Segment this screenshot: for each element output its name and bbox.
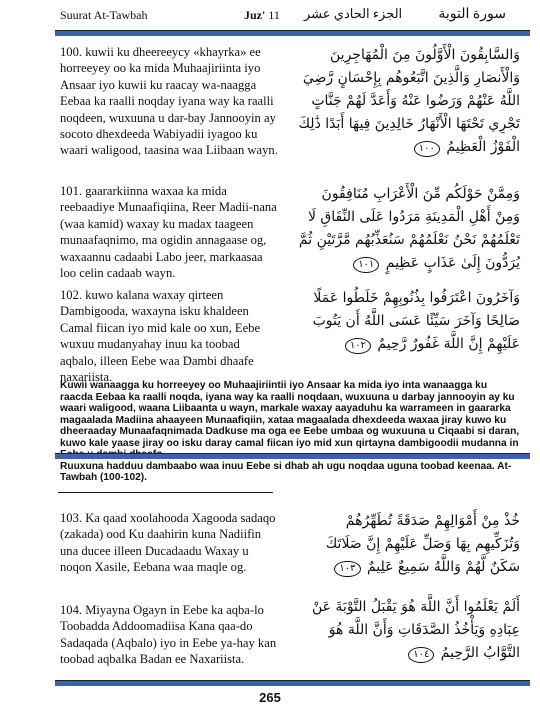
ayah-104-marker: ١٠٤ — [408, 647, 434, 663]
verse-102-arabic-text: وَآخَرُونَ اعْتَرَفُوا بِذُنُوبِهِمْ خَلَطُوا عَمَلًا صَالِحًا وَآخَرَ سَيِّئًا عَسَى اللَّهُ أَن يَتُوبَ عَلَيْهِمْ إِنَّ اللَّهَ غَفُورٌ رَّحِيمٌ — [312, 290, 520, 352]
surah-name-latin: Suurat At-Tawbah — [60, 8, 148, 22]
commentary-paragraph-1: Kuwii wanaagga ku horreeyey oo Muhaajiriintii iyo Ansaar ka mida iyo inta wanaagga ku raacda Eebaa ka raalli noqda, iyana way ka raalli noqdaan, wuxuuna u darbay jannooyin ay ku waari waligood, waana Liibaanta u wayn, markale waxay aayaduhu ka warrameen in gaararka magaalada Madiina ahaayeen Munaafiqiin, xataa magaalada dhexdeeda waxaa jiray kuwo ku dheeraaday Munaafaqnimada Dadkuse ma oga ee Eebe umbaa og wuxuuna u Ciqaabi si daran, kuwo kale yaase jiray oo isku daray camal fiican iyo mid xun qirtayna dambigoodii mudanna in — [60, 380, 520, 449]
juz-indicator — [244, 8, 280, 23]
ayah-101-marker: ١٠١ — [353, 257, 379, 273]
verse-101-arabic — [298, 183, 520, 275]
verse-103-arabic-text: خُذْ مِنْ أَمْوَالِهِمْ صَدَقَةً تُطَهِّرُهُمْ وَتُزَكِّيهِم بِهَا وَصَلِّ عَلَيْهِمْ إِنَّ صَلَاتَكَ سَكَنٌ لَّهُمْ وَاللَّهُ سَمِيعٌ عَلِيمٌ — [325, 513, 520, 575]
ayah-100-marker: ١٠٠ — [414, 141, 440, 157]
verse-104-arabic — [298, 596, 520, 665]
verse-103-arabic — [298, 510, 520, 579]
verse-101-arabic-text: وَمِمَّنْ حَوْلَكُم مِّنَ الْأَعْرَابِ مُنَافِقُونَ وَمِنْ أَهْلِ الْمَدِينَةِ مَرَدُوا عَلَى النِّفَاقِ لَا تَعْلَمُهُمْ نَحْنُ نَعْلَمُهُمْ سَنُعَذِّبُهُم مَّرَّتَيْنِ ثُمَّ يُرَدُّونَ إِلَىٰ عَذَابٍ عَظِيمٍ — [298, 186, 520, 271]
header-rule — [55, 30, 530, 36]
commentary-paragraph-2: Ruuxuna hadduu dambaabo waa inuu Eebe si dhab ah ugu noqdaa uguna toobad keenaa. At-Tawbah (100-102). — [60, 460, 512, 483]
verse-100-arabic — [298, 44, 520, 159]
verse-104-arabic-text: أَلَمْ يَعْلَمُوا أَنَّ اللَّهَ هُوَ يَقْبَلُ التَّوْبَةَ عَنْ عِبَادِهِ وَيَأْخُذُ الصَّدَقَاتِ وَأَنَّ اللَّهَ هُوَ التَّوَّابُ الرَّحِيمُ — [311, 599, 520, 661]
ayah-103-marker: ١٠٣ — [334, 561, 360, 577]
page-header — [18, 6, 518, 28]
footer-rule — [55, 680, 530, 686]
verse-103-translation: 103. Ka qaad xoolahooda Xagooda sadaqo (zakada) ood Ku daahirin kuna Nadiifin una ducee illeen Ducadaadu Waxay u noqon Xasile, Eebana waa maqle og. — [60, 511, 276, 575]
juz-number: 11 — [268, 8, 280, 22]
footnote-rule — [58, 492, 273, 493]
page-number: 265 — [259, 690, 281, 705]
juz-arabic-title: الجزء الحادي عشر — [304, 6, 403, 21]
verse-100-translation: 100. kuwii ku dheereeycy «khayrka» ee horreeyey oo ka mida Muhaajiriinta iyo Ansaar iyo kuwii ku raacay wa-naagga Eebaa ka raalli noqday iyana way ka raalli noqdeen, wuxuuna u dar-bay Jannooyin ay socoto dhexdeeda Wabiyadii iyagoo ku waari waligood, taasina waa Liibaan wayn. — [60, 45, 278, 158]
verse-101-translation: 101. gaararkiinna waxaa ka mida reebaadiye Munaafiqiina, Reer Madii-nana (waa kamid) waxay ku madax taageen munaafaqnimo, ma ogidin annagaase og, waxaannu cadaabi Labo jeer, markaasaa loo celin cadaab wayn. — [60, 184, 277, 281]
ayah-102-marker: ١٠٢ — [345, 338, 371, 354]
section-rule — [55, 453, 530, 459]
verse-102-translation: 102. kuwo kalana waxay qirteen Dambigooda, waxayna isku khaldeen Camal fiican iyo mid kale oo xun, Eebe wuxuu mudanyahay inuu ka toobad aqbalo, illeen Eebe waa Dambi dhaafe naxariista. — [60, 288, 261, 385]
commentary — [60, 380, 522, 484]
surah-arabic-title: سورة التوبة — [438, 7, 506, 22]
verse-100-arabic-text: وَالسَّابِقُونَ الْأَوَّلُونَ مِنَ الْمُهَاجِرِينَ وَالْأَنصَارِ وَالَّذِينَ اتَّبَعُوهُم بِإِحْسَانٍ رَّضِيَ اللَّهُ عَنْهُمْ وَرَضُوا عَنْهُ وَأَعَدَّ لَهُمْ جَنَّاتٍ تَجْرِي تَحْتَهَا الْأَنْهَارُ خَالِدِينَ فِيهَا أَبَدًا ذَٰلِكَ الْفَوْزُ الْعَظِيمُ — [298, 47, 520, 155]
verse-102-arabic — [298, 287, 520, 356]
juz-label: Juz' — [244, 8, 266, 22]
verse-104-translation: 104. Miyayna Ogayn in Eebe ka aqba-lo Toobadda Addoomadiisa Kana qaa-do Sadaqada (Aqbalo) iyo in Eebe ya-hay kan toobad aqbalka Badan ee Naxariista. — [60, 603, 277, 667]
